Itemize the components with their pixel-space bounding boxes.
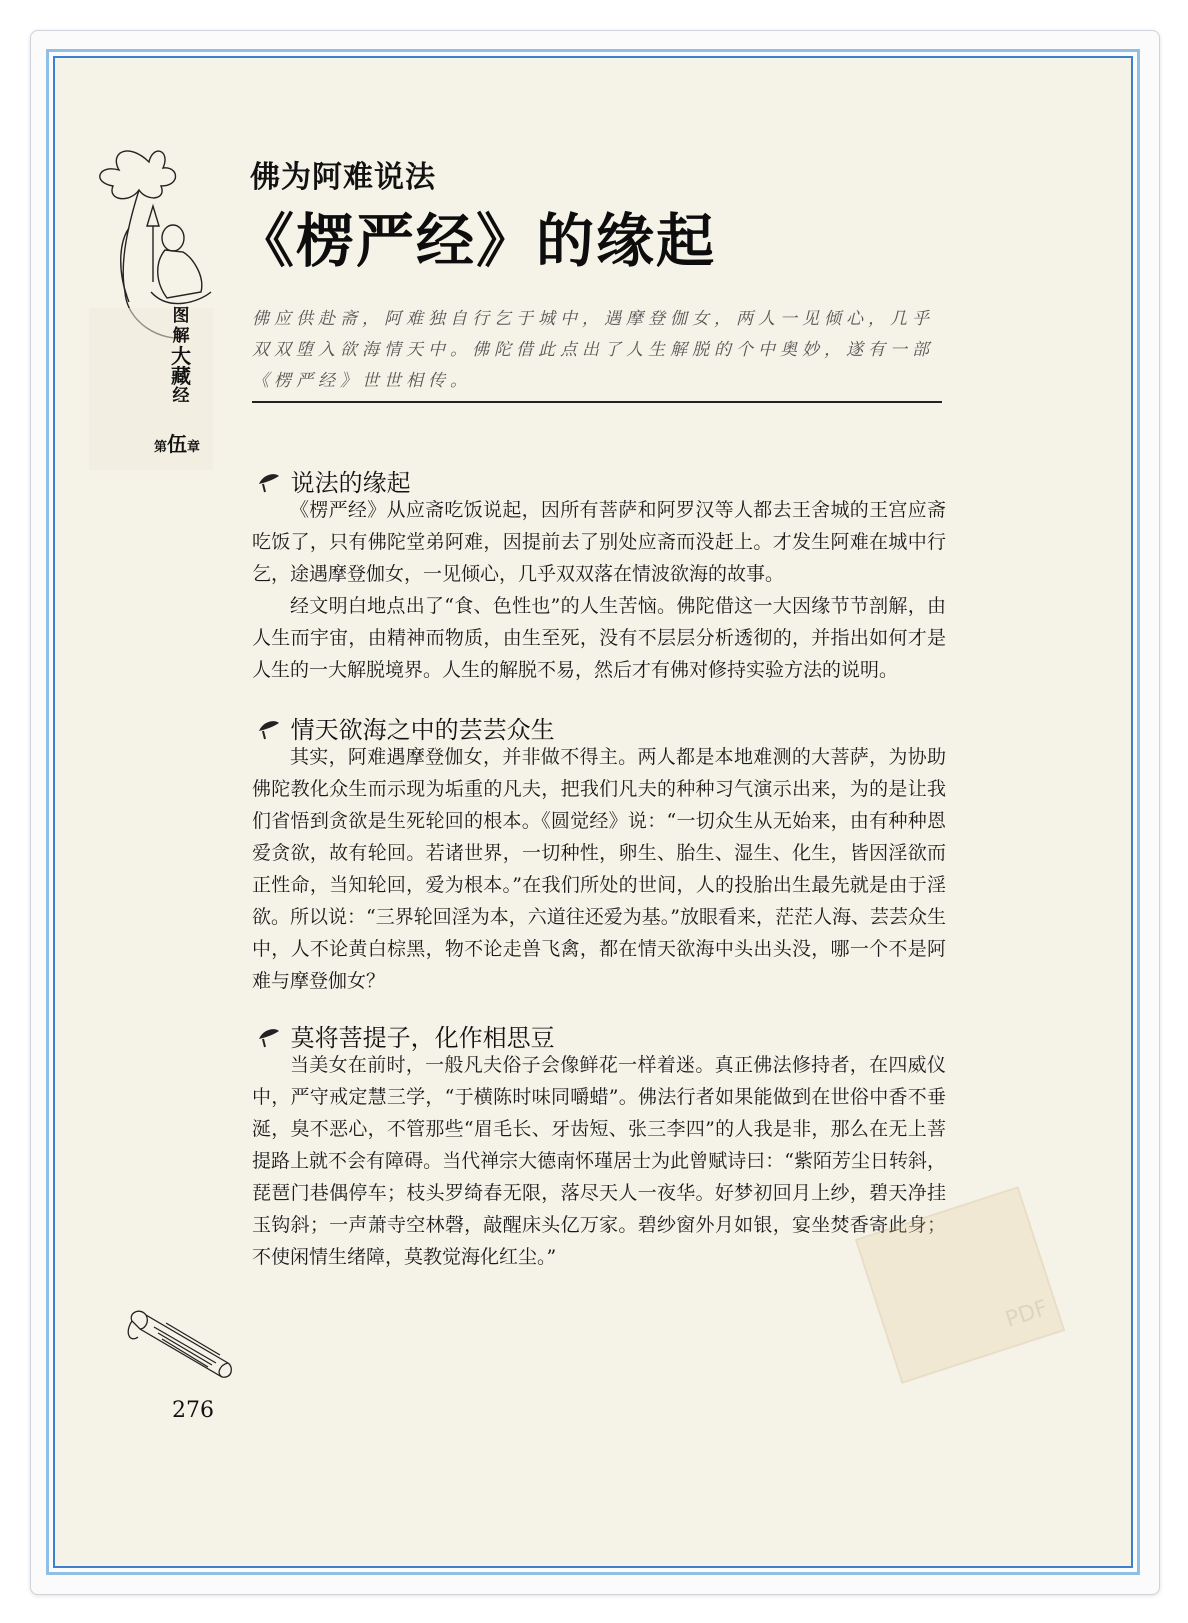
leaf-bullet-icon xyxy=(255,1025,283,1049)
section-body xyxy=(252,1049,946,1273)
chapter-suffix: 章 xyxy=(187,440,201,455)
leaf-bullet-icon xyxy=(255,470,283,494)
paragraph: 经文明白地点出了“食、色性也”的人生苦恼。佛陀借这一大因缘节节剖解，由人生而宇宙，由精神而物质，由生至死，没有不层层分析透彻的，并指出如何才是人生的一大解脱境界。人生的解脱不易，然后才有佛对修持实验方法的说明。 xyxy=(252,595,946,681)
section-title: 说法的缘起 xyxy=(290,469,411,497)
paragraph: 《楞严经》从应斋吃饭说起，因所有菩萨和阿罗汉等人都去王舍城的王宫应斋吃饭了，只有佛陀堂弟阿难，因提前去了别处应斋而没赶上。才发生阿难在城中行乞，途遇摩登伽女，一见倾心，几乎双双落在情波欲海的故事。 xyxy=(252,499,946,585)
section-heading xyxy=(255,1018,555,1053)
page-subtitle: 佛为阿难说法 xyxy=(250,160,436,195)
paragraph: 其实，阿难遇摩登伽女，并非做不得主。两人都是本地难测的大菩萨，为协助佛陀教化众生而示现为垢重的凡夫，把我们凡夫的种种习气演示出来，为的是让我们省悟到贪欲是生死轮回的根本。《圆觉经》说：“一切众生从无始来，由有种种恩爱贪欲，故有轮回。若诸世界，一切种性，卵生、胎生、湿生、化生，皆因淫欲而正性命，当知轮回，爱为根本。”在我们所处的世间，人的投胎出生最先就是由于淫欲。所以说：“三界轮回淫为本，六道往还爱为基。”放眼看来，茫茫人海、芸芸众生中，人不论黄白棕黑，物不论走兽飞禽，都在情天欲海中头出头没，哪一个不是阿难与摩登伽女？ xyxy=(252,746,946,992)
section-title: 莫将菩提子，化作相思豆 xyxy=(290,1024,555,1052)
series-char: 图 xyxy=(172,306,190,326)
leaf-bullet-icon xyxy=(255,717,283,741)
book-series-label xyxy=(166,306,196,406)
series-char: 大 xyxy=(171,344,191,368)
section-body xyxy=(252,494,946,686)
watermark-text: PDF xyxy=(1002,1295,1052,1333)
chapter-prefix: 第 xyxy=(153,440,167,455)
chapter-number: 伍 xyxy=(167,432,187,456)
scroll-ornament xyxy=(124,1303,240,1391)
series-char: 经 xyxy=(172,386,190,406)
intro-divider xyxy=(252,401,942,403)
intro-summary: 佛应供赴斋，阿难独自行乞于城中，遇摩登伽女，两人一见倾心，几乎双双堕入欲海情天中。佛陀借此点出了人生解脱的个中奥妙，遂有一部《楞严经》世世相传。 xyxy=(252,309,934,391)
series-char: 藏 xyxy=(171,364,191,388)
section-heading xyxy=(255,710,555,745)
chapter-label xyxy=(142,428,212,457)
page-number: 276 xyxy=(172,1398,214,1423)
section-heading xyxy=(255,463,411,498)
page-title: 《楞严经》的缘起 xyxy=(236,207,717,275)
section-body xyxy=(252,741,946,997)
series-char: 解 xyxy=(172,326,190,346)
section-title: 情天欲海之中的芸芸众生 xyxy=(290,716,555,744)
paragraph: 当美女在前时，一般凡夫俗子会像鲜花一样着迷。真正佛法修持者，在四威仪中，严守戒定慧三学，“于横陈时味同嚼蜡”。佛法行者如果能做到在世俗中香不垂涎，臭不恶心，不管那些“眉毛长、牙齿短、张三李四”的人我是非，那么在无上菩提路上就不会有障碍。当代禅宗大德南怀瑾居士为此曾赋诗曰：“紫陌芳尘日转斜，琵琶门巷偶停车；枝头罗绮春无限，落尽天人一夜华。好梦初回月上纱，碧天净挂玉钩斜；一声萧寺空林磬，敲醒床头亿万家。碧纱窗外月如银，宴坐焚香寄此身；不使闲情生绪障，莫教觉海化红尘。” xyxy=(252,1054,946,1268)
